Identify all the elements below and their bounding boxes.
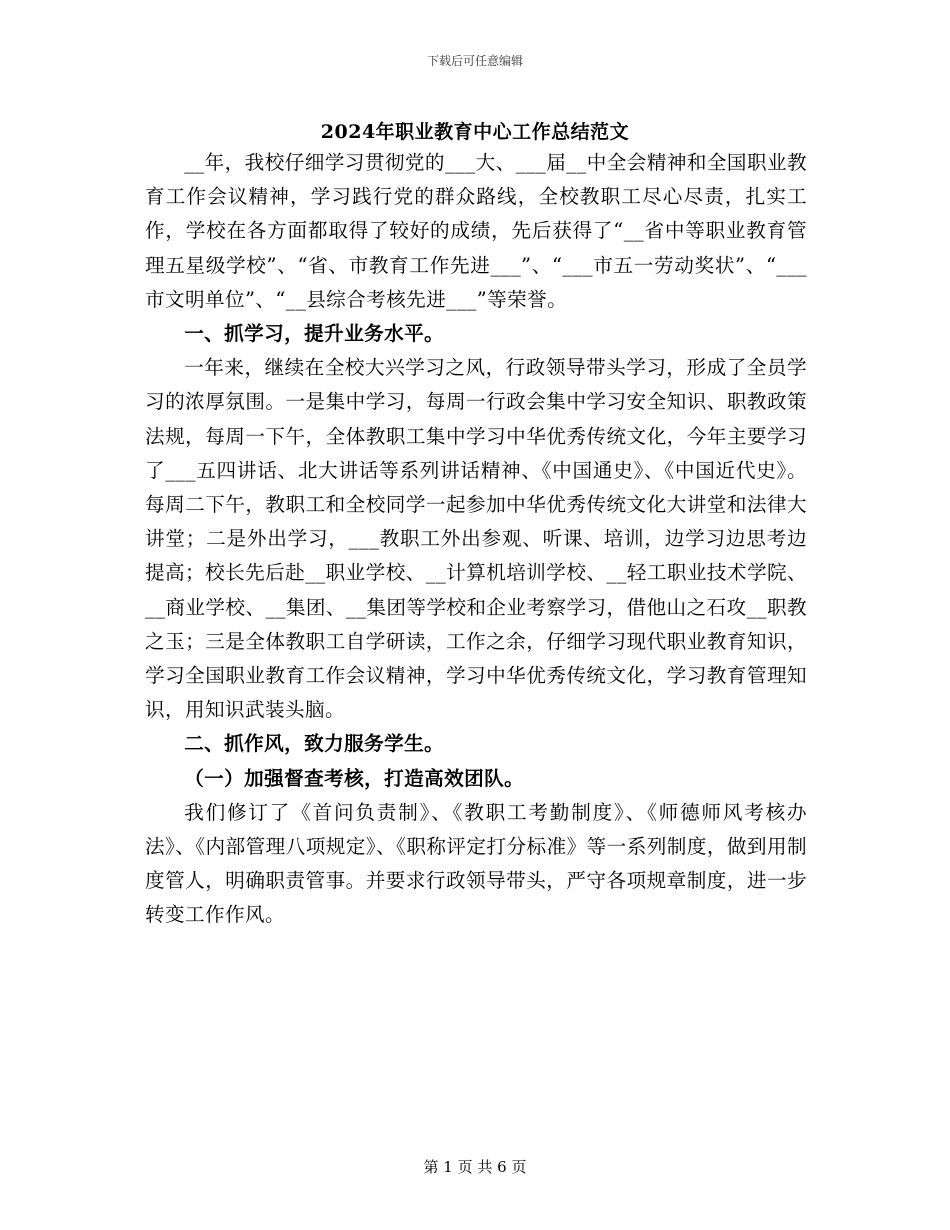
page-number: 第 1 页 共 6 页 xyxy=(423,1158,527,1176)
document-title: 2024年职业教育中心工作总结范文 xyxy=(320,121,630,143)
study-paragraph: 一年来，继续在全校大兴学习之风，行政领导带头学习，形成了全员学习的浓厚氛围。一是集中学习，每周一行政会集中学习安全知识、职教政策法规，每周一下午，全体教职工集中学习中华优秀传统文化，今年主要学习了___五四讲话、北大讲话等系列讲话精神、《中国通史》、《中国近代史》。每周二下午，教职工和全校同学一起参加中华优秀传统文化大讲堂和法律大讲堂；二是外出学习，___教职工外出参观、听课、培训，边学习边思考边提高；校长先后赴__职业学校、__计算机培训学校、__轻工职业技术学院、__商业学校、__集团、__集团等学校和企业考察学习，借他山之石攻__职教之玉；三是全体教职工自学研读，工作之余，仔细学习现代职业教育知识，学习全国职业教育工作会议精神，学习中华优秀传统文化，学习教育管理知识，用知识武装头脑。 xyxy=(145,356,807,722)
subsection-heading-supervision: （一）加强督查考核，打造高效团队。 xyxy=(184,766,525,790)
page-header-note: 下载后可任意编辑 xyxy=(426,54,523,68)
intro-paragraph: __年，我校仔细学习贯彻党的___大、___届__中全会精神和全国职业教育工作会议精神，学习践行党的群众路线，全校教职工尽心尽责，扎实工作，学校在各方面都取得了较好的成绩，先后获得了“__省中等职业教育管理五星级学校”、“省、市教育工作先进___”、“___市五一劳动奖状”、“___市文明单位”、“__县综合考核先进___”等荣誉。 xyxy=(145,151,807,311)
supervision-paragraph: 我们修订了《首问负责制》、《教职工考勤制度》、《师德师风考核办法》、《内部管理八项规定》、《职称评定打分标准》等一系列制度，做到用制度管人，明确职责管事。并要求行政领导带头，严守各项规章制度，进一步转变工作作风。 xyxy=(145,800,807,927)
section-heading-style: 二、抓作风，致力服务学生。 xyxy=(184,732,445,756)
section-heading-study: 一、抓学习，提升业务水平。 xyxy=(184,322,445,346)
document-body xyxy=(145,146,807,933)
